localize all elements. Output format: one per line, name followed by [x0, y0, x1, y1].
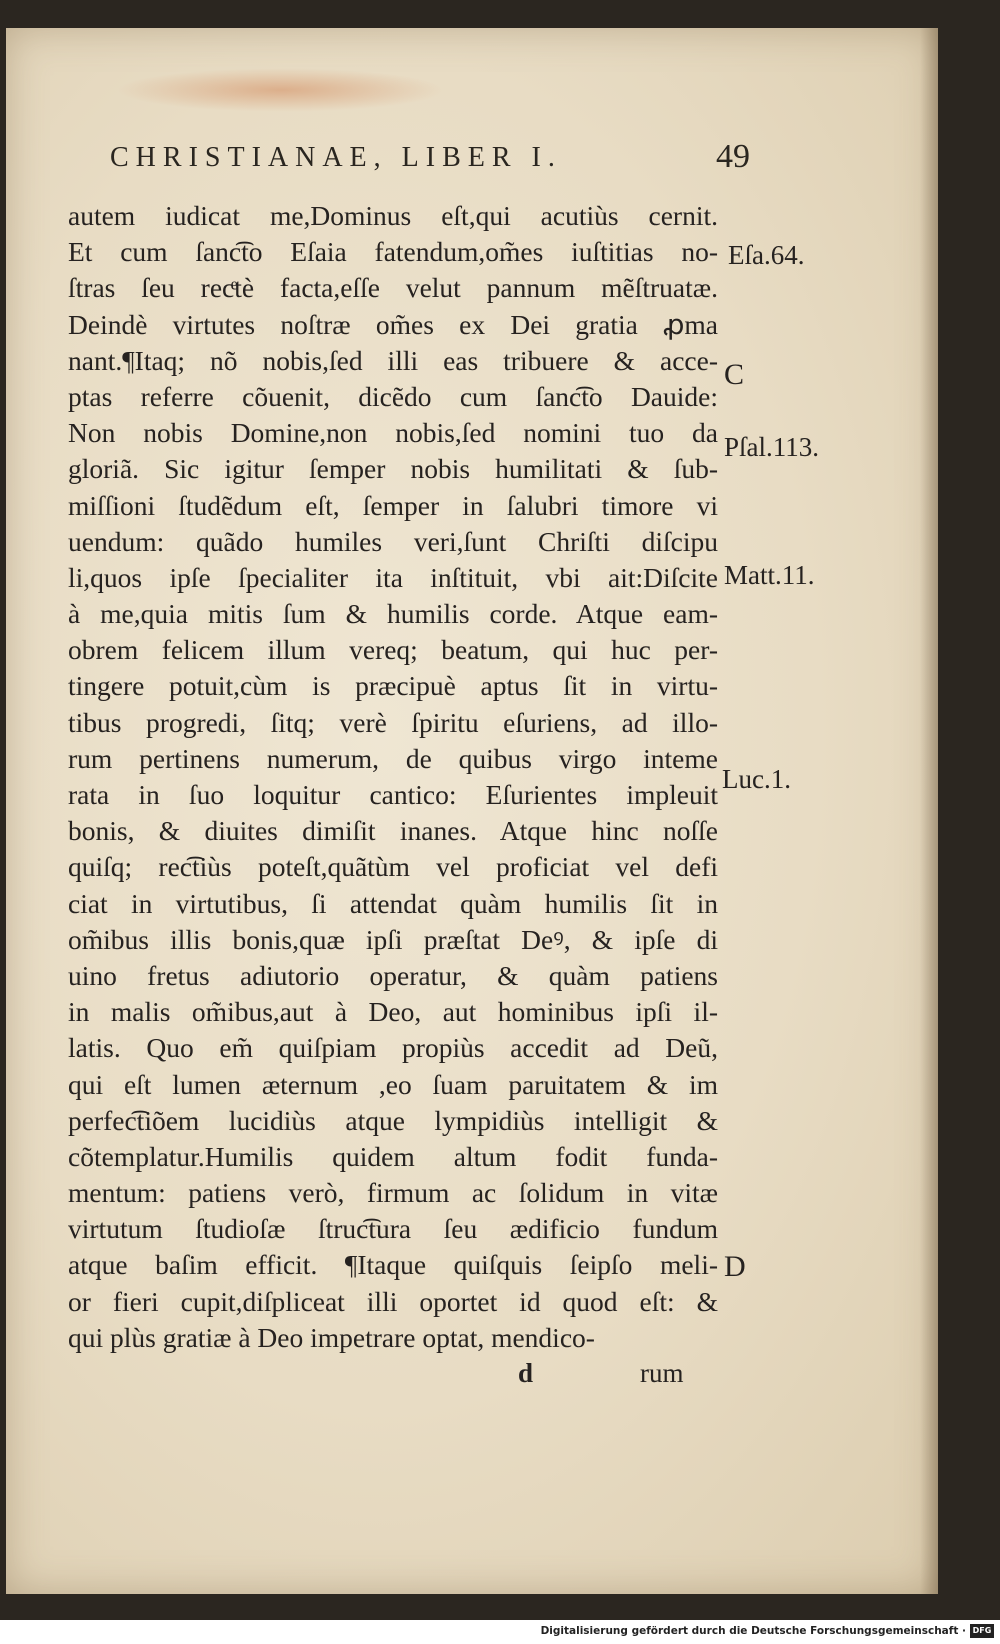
footer-bar	[0, 1620, 1000, 1644]
sidenote-esa: Eſa.64.	[728, 240, 805, 270]
text-line: ptas referre cõuenit, dicẽdo cum ſanc͡to Dauide:	[68, 380, 718, 412]
sidenote-psal: Pſal.113.	[724, 432, 820, 462]
text-line: latis. Quo em̃ quiſpiam propiùs accedit ad Deũ,	[68, 1032, 718, 1064]
sidenote-c: C	[724, 358, 745, 391]
text-line: autem iudicat me,Dominus eſt,qui acutiùs cernit.	[68, 200, 718, 231]
text-line: tingere potuit,cùm is præcipuè aptus ſit in virtu-	[68, 670, 718, 702]
text-line: li,quos ipſe ſpecialiter ita inſtituit, vbi ait:Diſcite	[68, 561, 718, 593]
page-header	[110, 138, 750, 188]
sidenote-luc: Luc.1.	[722, 764, 791, 794]
text-line: mentum: patiens verò, firmum ac ſolidum in vitæ	[68, 1177, 718, 1209]
text-line: virtutum ſtudioſæ ſtruc͡tura ſeu ædificio fundum	[68, 1213, 718, 1245]
running-title: CHRISTIANAE, LIBER I.	[110, 142, 562, 173]
signature-mark: d	[518, 1358, 534, 1388]
text-line: qui plùs gratiæ à Deo impetrare optat, mendico-	[68, 1321, 595, 1353]
text-line: obrem felicem illum vereq; beatum, qui huc per-	[68, 634, 718, 666]
page-number: 49	[716, 138, 750, 175]
text-line: rum pertinens numerum, de quibus virgo inteme	[68, 742, 718, 774]
text-line: in malis om̃ibus,aut à Deo, aut hominibus ipſi il-	[68, 996, 718, 1028]
text-line: à me,quia mitis ſum & humilis corde. Atque eam-	[68, 598, 718, 630]
catchword: rum	[640, 1358, 684, 1388]
text-line: om̃ibus illis bonis,quæ ipſi præſtat Deꝰ, & ipſe di	[68, 923, 718, 955]
text-line: uendum: quãdo humiles veri,ſunt Chriſti diſcipu	[68, 525, 718, 557]
sidenote-matt: Matt.11.	[724, 560, 815, 590]
text-line: cõtemplatur.Humilis quidem altum fodit funda-	[68, 1140, 718, 1172]
page-stain	[116, 68, 446, 112]
text-line: gloriã. Sic igitur ſemper nobis humilitati & ſub-	[68, 453, 718, 485]
text-line: quiſq; rec͡tiùs poteſt,quãtùm vel proficiat vel defi	[68, 851, 718, 883]
text-line: ſtras ſeu recͤtè facta,eſſe velut pannum mẽſtruatæ.	[68, 272, 718, 304]
text-line: rata in ſuo loquitur cantico: Eſurientes impleuit	[68, 779, 718, 810]
text-line: perfec͡tiõem lucidiùs atque lympidiùs intelligit &	[68, 1104, 718, 1136]
page-foot	[0, 1358, 1000, 1398]
body-text	[68, 198, 718, 1356]
text-line: bonis, & diuites dimiſit inanes. Atque hinc noſſe	[68, 815, 718, 847]
text-line: Deindè virtutes noſtræ om̃es ex Dei gratia ꝓma	[68, 308, 718, 340]
text-line: Non nobis Domine,non nobis,ſed nomini tuo da	[68, 417, 718, 449]
dfg-logo-icon: DFG	[970, 1624, 994, 1638]
text-line: qui eſt lumen æternum ,eo ſuam paruitatem & im	[68, 1068, 718, 1100]
text-line: uino fretus adiutorio operatur, & quàm patiens	[68, 959, 718, 991]
text-line: Et cum ſanc͡to Eſaia fatendum,om̃es iuſtitias no-	[68, 236, 718, 268]
funding-notice: Digitalisierung gefördert durch die Deutsche Forschungsgemeinschaft ·	[540, 1625, 966, 1637]
text-line: atque baſim efficit. ¶Itaque quiſquis ſeipſo meli-	[68, 1249, 718, 1281]
text-line: nant.¶Itaq; nõ nobis,ſed illi eas tribuere & acce-	[68, 344, 718, 376]
text-line: ciat in virtutibus, ſi attendat quàm humilis ſit in	[68, 887, 718, 919]
text-line: tibus progredi, ſitq; verè ſpiritu eſuriens, ad illo-	[68, 706, 718, 738]
sidenote-d: D	[724, 1250, 746, 1283]
text-line: or fieri cupit,diſpliceat illi oportet id quod eſt: &	[68, 1285, 718, 1317]
text-line: miſſioni ſtudẽdum eſt, ſemper in ſalubri timore vi	[68, 489, 718, 521]
